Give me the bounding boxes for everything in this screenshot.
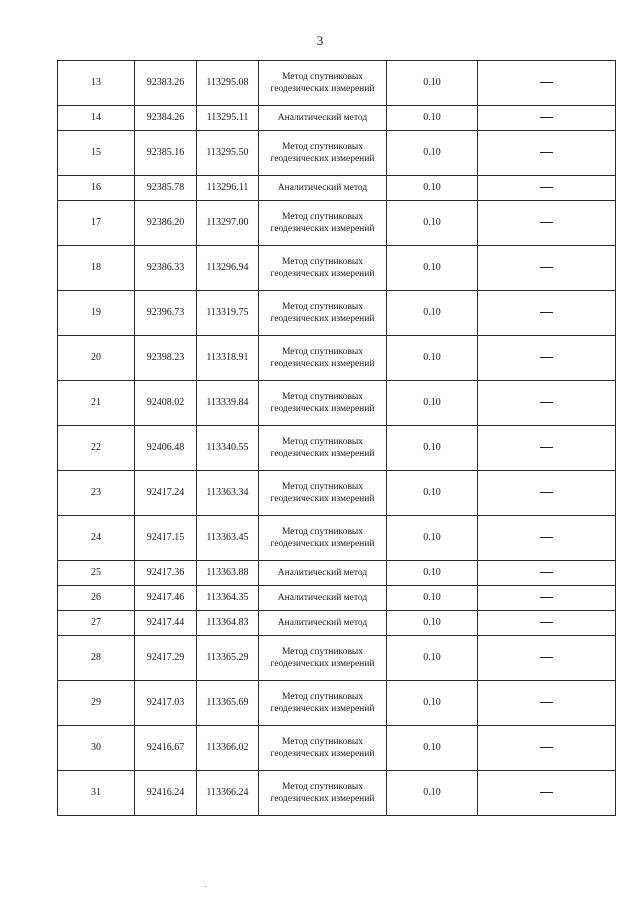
x-coordinate-cell: 92384.26	[135, 106, 197, 131]
y-coordinate-cell: 113364.35	[197, 586, 259, 611]
point-number-cell: 14	[58, 106, 135, 131]
x-coordinate-cell: 92396.73	[135, 291, 197, 336]
empty-dash	[540, 152, 553, 153]
point-number-cell: 21	[58, 381, 135, 426]
table-row	[58, 561, 616, 586]
method-cell: Метод спутниковых геодезических измерений	[259, 771, 387, 816]
empty-dash	[540, 402, 553, 403]
empty-dash	[540, 187, 553, 188]
x-coordinate-cell: 92417.36	[135, 561, 197, 586]
accuracy-cell: 0.10	[387, 201, 478, 246]
point-number-cell: 16	[58, 176, 135, 201]
point-number-cell: 18	[58, 246, 135, 291]
x-coordinate-cell: 92417.24	[135, 471, 197, 516]
accuracy-cell: 0.10	[387, 586, 478, 611]
accuracy-cell: 0.10	[387, 246, 478, 291]
x-coordinate-cell: 92417.29	[135, 636, 197, 681]
accuracy-cell: 0.10	[387, 561, 478, 586]
empty-dash	[540, 792, 553, 793]
empty-dash	[540, 312, 553, 313]
point-number-cell: 31	[58, 771, 135, 816]
note-cell	[478, 586, 616, 611]
empty-dash	[540, 357, 553, 358]
y-coordinate-cell: 113340.55	[197, 426, 259, 471]
y-coordinate-cell: 113297.00	[197, 201, 259, 246]
table-row	[58, 636, 616, 681]
note-cell	[478, 726, 616, 771]
note-cell	[478, 516, 616, 561]
accuracy-cell: 0.10	[387, 176, 478, 201]
method-cell: Метод спутниковых геодезических измерений	[259, 726, 387, 771]
note-cell	[478, 246, 616, 291]
table-row	[58, 471, 616, 516]
y-coordinate-cell: 113366.02	[197, 726, 259, 771]
method-cell: Метод спутниковых геодезических измерений	[259, 61, 387, 106]
accuracy-cell: 0.10	[387, 426, 478, 471]
x-coordinate-cell: 92417.03	[135, 681, 197, 726]
y-coordinate-cell: 113295.11	[197, 106, 259, 131]
note-cell	[478, 561, 616, 586]
method-cell: Метод спутниковых геодезических измерений	[259, 381, 387, 426]
note-cell	[478, 636, 616, 681]
method-cell: Аналитический метод	[259, 561, 387, 586]
table-row	[58, 381, 616, 426]
y-coordinate-cell: 113296.94	[197, 246, 259, 291]
x-coordinate-cell: 92385.16	[135, 131, 197, 176]
note-cell	[478, 471, 616, 516]
method-cell: Метод спутниковых геодезических измерений	[259, 336, 387, 381]
x-coordinate-cell: 92406.48	[135, 426, 197, 471]
method-cell: Метод спутниковых геодезических измерений	[259, 426, 387, 471]
method-cell: Метод спутниковых геодезических измерений	[259, 246, 387, 291]
y-coordinate-cell: 113365.29	[197, 636, 259, 681]
empty-dash	[540, 537, 553, 538]
empty-dash	[540, 702, 553, 703]
table-row	[58, 201, 616, 246]
point-number-cell: 19	[58, 291, 135, 336]
method-cell: Метод спутниковых геодезических измерений	[259, 636, 387, 681]
method-cell: Метод спутниковых геодезических измерений	[259, 681, 387, 726]
note-cell	[478, 426, 616, 471]
method-cell: Аналитический метод	[259, 176, 387, 201]
empty-dash	[540, 492, 553, 493]
point-number-cell: 28	[58, 636, 135, 681]
empty-dash	[540, 447, 553, 448]
point-number-cell: 17	[58, 201, 135, 246]
accuracy-cell: 0.10	[387, 516, 478, 561]
point-number-cell: 26	[58, 586, 135, 611]
note-cell	[478, 176, 616, 201]
x-coordinate-cell: 92383.26	[135, 61, 197, 106]
method-cell: Метод спутниковых геодезических измерений	[259, 201, 387, 246]
empty-dash	[540, 117, 553, 118]
method-cell: Аналитический метод	[259, 611, 387, 636]
point-number-cell: 30	[58, 726, 135, 771]
y-coordinate-cell: 113295.50	[197, 131, 259, 176]
x-coordinate-cell: 92386.33	[135, 246, 197, 291]
accuracy-cell: 0.10	[387, 681, 478, 726]
note-cell	[478, 61, 616, 106]
method-cell: Метод спутниковых геодезических измерений	[259, 516, 387, 561]
method-cell: Метод спутниковых геодезических измерений	[259, 131, 387, 176]
note-cell	[478, 611, 616, 636]
empty-dash	[540, 657, 553, 658]
x-coordinate-cell: 92398.23	[135, 336, 197, 381]
note-cell	[478, 106, 616, 131]
coordinates-table	[57, 60, 616, 816]
y-coordinate-cell: 113363.88	[197, 561, 259, 586]
table-row	[58, 336, 616, 381]
point-number-cell: 24	[58, 516, 135, 561]
table-row	[58, 681, 616, 726]
table-row	[58, 106, 616, 131]
x-coordinate-cell: 92416.24	[135, 771, 197, 816]
method-cell: Метод спутниковых геодезических измерений	[259, 291, 387, 336]
scan-speck	[205, 886, 206, 887]
y-coordinate-cell: 113296.11	[197, 176, 259, 201]
point-number-cell: 29	[58, 681, 135, 726]
note-cell	[478, 381, 616, 426]
point-number-cell: 27	[58, 611, 135, 636]
y-coordinate-cell: 113365.69	[197, 681, 259, 726]
empty-dash	[540, 82, 553, 83]
accuracy-cell: 0.10	[387, 771, 478, 816]
note-cell	[478, 771, 616, 816]
accuracy-cell: 0.10	[387, 131, 478, 176]
x-coordinate-cell: 92385.78	[135, 176, 197, 201]
accuracy-cell: 0.10	[387, 471, 478, 516]
y-coordinate-cell: 113319.75	[197, 291, 259, 336]
table-row	[58, 611, 616, 636]
accuracy-cell: 0.10	[387, 336, 478, 381]
accuracy-cell: 0.10	[387, 106, 478, 131]
point-number-cell: 15	[58, 131, 135, 176]
x-coordinate-cell: 92417.15	[135, 516, 197, 561]
table-body	[58, 61, 616, 816]
empty-dash	[540, 267, 553, 268]
note-cell	[478, 291, 616, 336]
note-cell	[478, 336, 616, 381]
accuracy-cell: 0.10	[387, 726, 478, 771]
y-coordinate-cell: 113295.08	[197, 61, 259, 106]
table-row	[58, 771, 616, 816]
table-row	[58, 246, 616, 291]
table-row	[58, 426, 616, 471]
x-coordinate-cell: 92417.46	[135, 586, 197, 611]
accuracy-cell: 0.10	[387, 291, 478, 336]
table-row	[58, 131, 616, 176]
y-coordinate-cell: 113364.83	[197, 611, 259, 636]
note-cell	[478, 201, 616, 246]
point-number-cell: 22	[58, 426, 135, 471]
accuracy-cell: 0.10	[387, 381, 478, 426]
table-row	[58, 516, 616, 561]
point-number-cell: 13	[58, 61, 135, 106]
empty-dash	[540, 572, 553, 573]
empty-dash	[540, 222, 553, 223]
point-number-cell: 20	[58, 336, 135, 381]
y-coordinate-cell: 113363.34	[197, 471, 259, 516]
y-coordinate-cell: 113339.84	[197, 381, 259, 426]
table-row	[58, 726, 616, 771]
x-coordinate-cell: 92386.20	[135, 201, 197, 246]
point-number-cell: 23	[58, 471, 135, 516]
x-coordinate-cell: 92416.67	[135, 726, 197, 771]
table-row	[58, 291, 616, 336]
y-coordinate-cell: 113366.24	[197, 771, 259, 816]
table-row	[58, 176, 616, 201]
point-number-cell: 25	[58, 561, 135, 586]
accuracy-cell: 0.10	[387, 636, 478, 681]
method-cell: Метод спутниковых геодезических измерений	[259, 471, 387, 516]
x-coordinate-cell: 92408.02	[135, 381, 197, 426]
note-cell	[478, 681, 616, 726]
x-coordinate-cell: 92417.44	[135, 611, 197, 636]
method-cell: Аналитический метод	[259, 586, 387, 611]
empty-dash	[540, 622, 553, 623]
accuracy-cell: 0.10	[387, 61, 478, 106]
empty-dash	[540, 597, 553, 598]
y-coordinate-cell: 113363.45	[197, 516, 259, 561]
table-row	[58, 61, 616, 106]
y-coordinate-cell: 113318.91	[197, 336, 259, 381]
accuracy-cell: 0.10	[387, 611, 478, 636]
empty-dash	[540, 747, 553, 748]
table-row	[58, 586, 616, 611]
method-cell: Аналитический метод	[259, 106, 387, 131]
note-cell	[478, 131, 616, 176]
page-number: 3	[316, 33, 324, 48]
